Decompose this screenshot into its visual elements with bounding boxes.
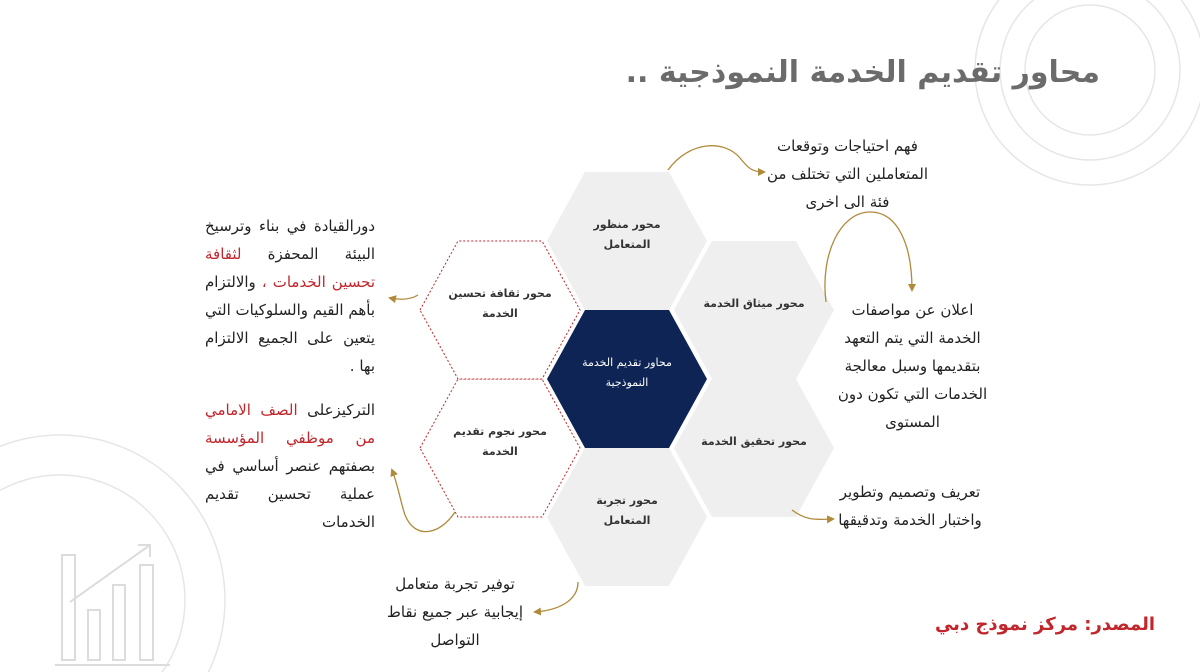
note-culture-part2: والالتزام بأهم القيم والسلوكيات التي يتعين على الجميع الالتزام بها .: [205, 273, 375, 375]
hex-label-service-charter: محور ميثاق الخدمة: [703, 297, 805, 310]
note-verification: تعريف وتصميم وتطوير واختبار الخدمة وتدقيقها: [838, 483, 982, 529]
arrow-perspective: [668, 146, 764, 172]
note-stars-highlight: الصف الامامي من موظفي المؤسسة: [205, 401, 375, 447]
hex-label-service-culture: محور ثقافة تحسين الخدمة: [448, 287, 552, 320]
arrow-experience: [535, 582, 578, 612]
hex-label-service-stars: محور نجوم تقديم الخدمة: [453, 425, 547, 458]
note-charter: اعلان عن مواصفات الخدمة التي يتم التعهد بتقديمها وسبل معالجة الخدمات التي تكون دون المستوى: [837, 301, 988, 431]
note-experience: توفير تجربة متعامل إيجابية عبر جميع نقاط التواصل: [386, 575, 524, 649]
bar-chart-icon: [55, 545, 170, 665]
source-credit: المصدر: مركز نموذج دبي: [934, 614, 1155, 635]
page-title: محاور تقديم الخدمة النموذجية ..: [625, 55, 1100, 90]
note-culture: [205, 212, 375, 380]
note-culture-highlight: لثقافة تحسين الخدمات ،: [205, 245, 375, 291]
note-culture-part1: دورالقيادة في بناء وترسيخ البيئة المحفزة: [205, 217, 375, 263]
note-stars-part1: التركيزعلى: [297, 401, 376, 419]
note-perspective: فهم احتياجات وتوقعات المتعاملين التي تختلف من فئة الى اخرى: [766, 137, 929, 211]
note-stars: [205, 396, 375, 536]
hex-label-center: محاور تقديم الخدمة النموذجية: [582, 356, 672, 389]
hex-label-service-verification: محور تحقيق الخدمة: [701, 435, 807, 448]
arrow-charter: [825, 212, 912, 302]
hex-label-customer-perspective: محور منظور المتعامل: [593, 218, 661, 251]
note-stars-part2: بصفتهم عنصر أساسي في عملية تحسين تقديم الخدمات: [205, 457, 375, 531]
arrow-culture: [390, 295, 418, 299]
hex-label-customer-experience: محور تجربة المتعامل: [596, 494, 658, 527]
